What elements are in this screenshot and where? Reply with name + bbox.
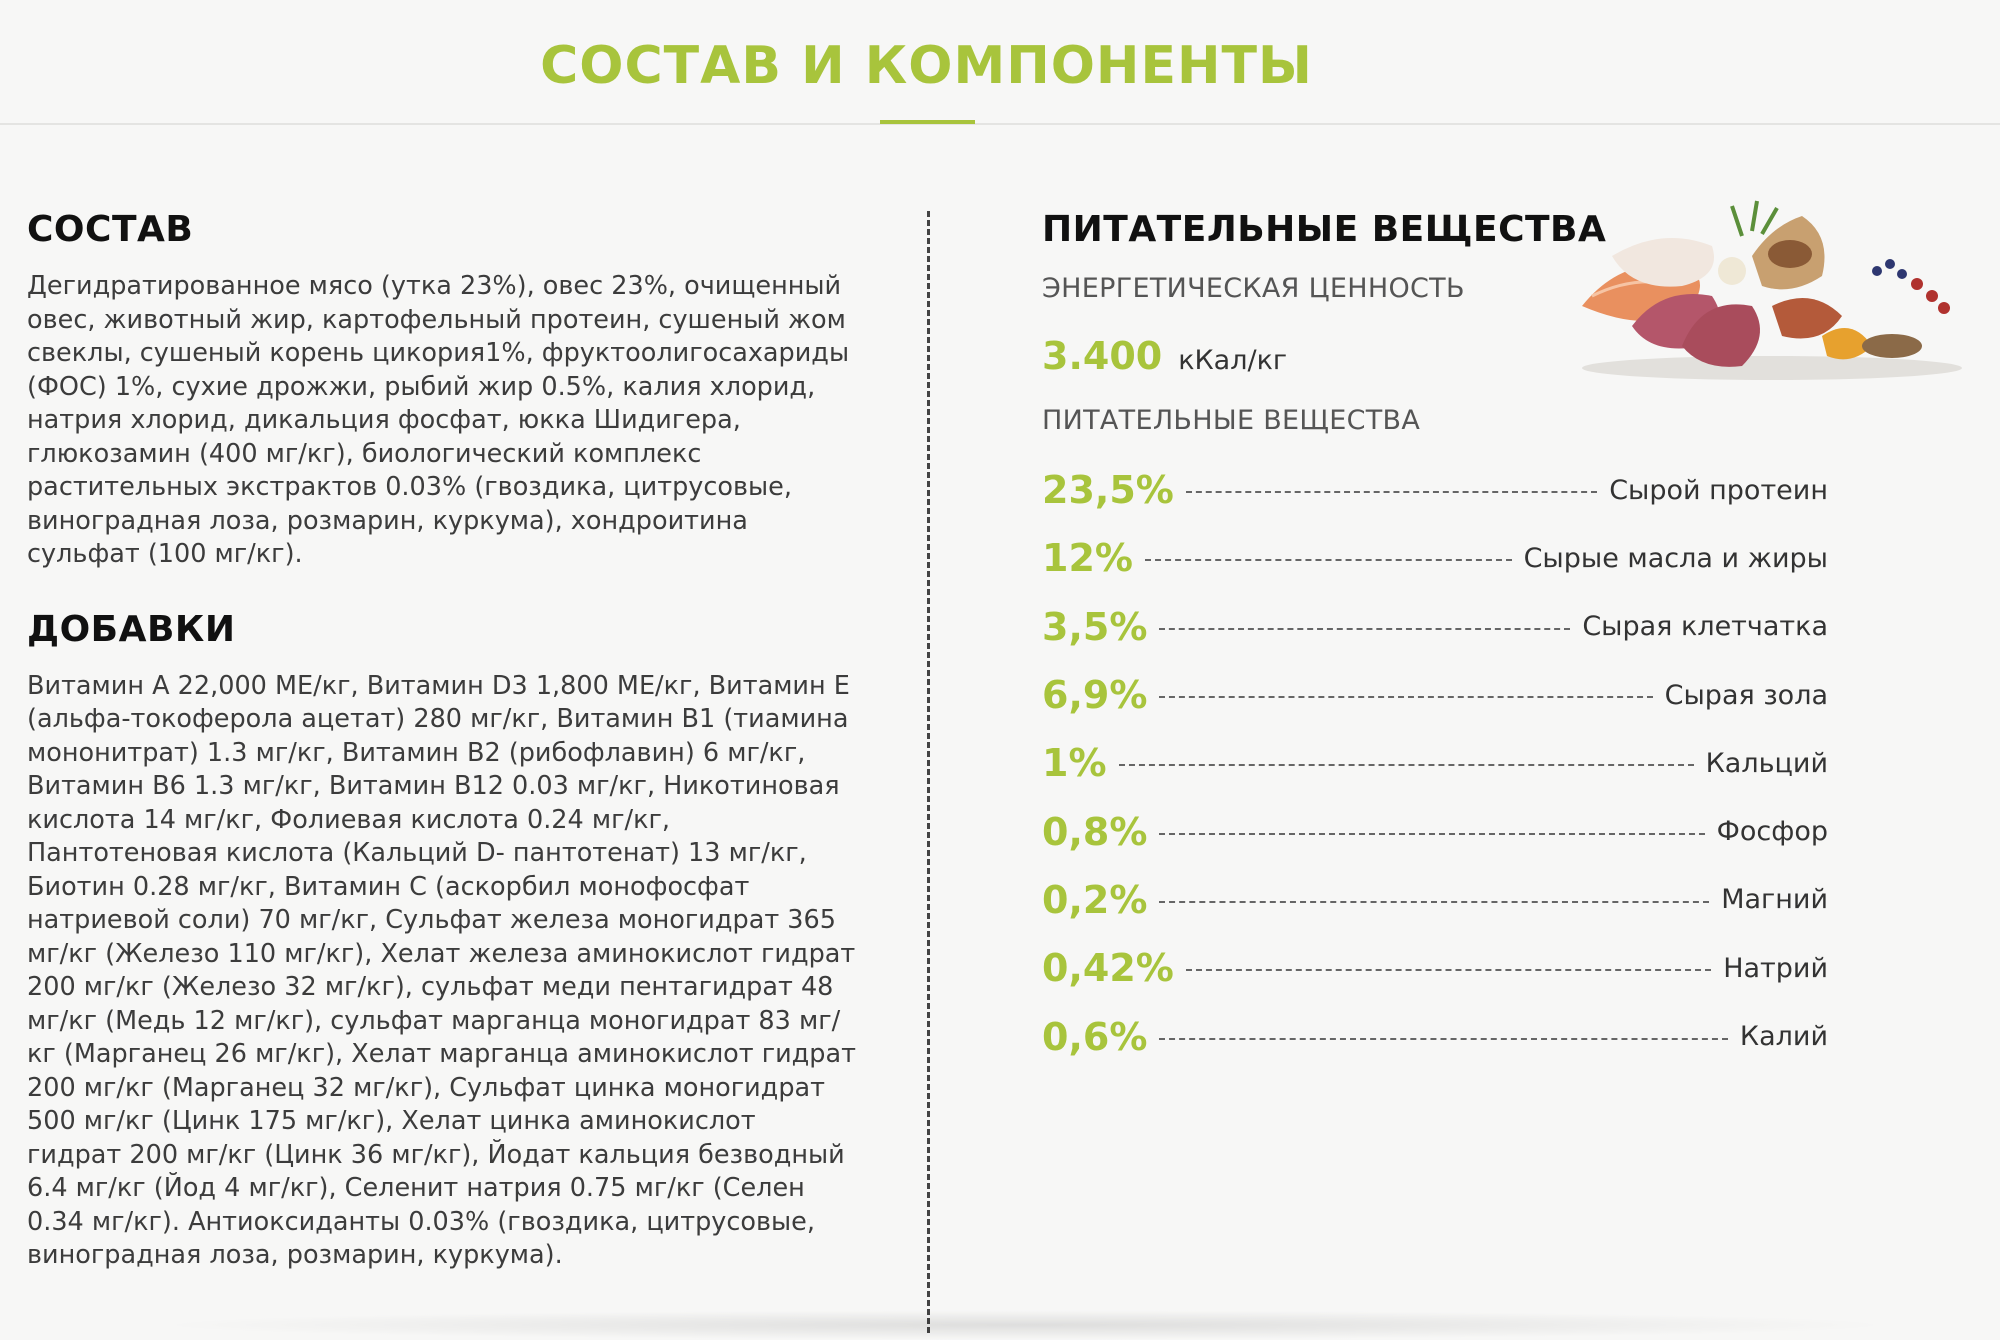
- nutrient-value: 1%: [1042, 741, 1107, 786]
- grain-heap: [1768, 240, 1812, 268]
- nutrient-label: Магний: [1721, 884, 1828, 916]
- nutrients-label: ПИТАТЕЛЬНЫЕ ВЕЩЕСТВА: [1042, 405, 1421, 436]
- nutrient-list: [1042, 456, 1832, 1071]
- turnip: [1718, 257, 1746, 285]
- nutrient-label: Фосфор: [1716, 816, 1828, 848]
- nutrient-row: [1042, 934, 1828, 1002]
- nutrient-row: [1042, 797, 1828, 865]
- column-divider: [927, 211, 930, 1333]
- nutrient-value: 3,5%: [1042, 604, 1148, 649]
- dotted-leader: [1145, 559, 1512, 561]
- nutrient-value: 0,8%: [1042, 809, 1148, 854]
- nutrient-value: 6,9%: [1042, 673, 1148, 718]
- herbs: [1732, 201, 1777, 236]
- dotted-leader: [1159, 628, 1570, 630]
- cranberry: [1911, 278, 1923, 290]
- dotted-leader: [1159, 833, 1704, 835]
- cranberry: [1926, 290, 1938, 302]
- title-underline: [880, 120, 975, 124]
- nutrient-row: [1042, 866, 1828, 934]
- cranberry: [1938, 302, 1950, 314]
- bottom-shadow: [150, 1310, 1900, 1340]
- nutrient-label: Сырой протеин: [1609, 474, 1828, 506]
- nutrient-label: Калий: [1739, 1021, 1828, 1053]
- energy-label: ЭНЕРГЕТИЧЕСКАЯ ЦЕННОСТЬ: [1042, 273, 1465, 304]
- nutrient-value: 0,2%: [1042, 877, 1148, 922]
- seed-pile: [1862, 334, 1922, 358]
- additives-heading: ДОБАВКИ: [27, 608, 236, 650]
- composition-heading: СОСТАВ: [27, 209, 194, 250]
- nutrient-value: 0,42%: [1042, 946, 1174, 991]
- dotted-leader: [1159, 901, 1709, 903]
- additives-text: Витамин А 22,000 МЕ/кг, Витамин D3 1,800 МЕ/кг, Витамин Е (альфа-токоферола ацетат) 280 мг/кг, Витамин В1 (тиамина мононитрат) 1.3 мг/кг, Витамин В2 (рибофлавин) 6 мг/кг, Витамин В6 1.3 мг/кг, Витамин В12 0.03 мг/кг, Никотиновая кислота 14 мг/кг, Фолиевая кислота 0.24 мг/кг, Пантотеновая кислота (Кальций D- пантотенат) 13 мг/кг, Биотин 0.28 мг/кг, Витамин С (аскорбил монофосфат натриевой соли) 70 мг/кг, Сульфат железа моногидрат 365 мг/кг (Железо 110 мг/кг), Хелат железа аминокислот гидрат 200 мг/кг (Железо 32 мг/кг), сульфат меди пентагидрат 48 мг/кг (Медь 12 мг/кг), сульфат марганца моногидрат 83 мг/кг (Марганец 26 мг/кг), Хелат марганца аминокислот гидрат 200 мг/кг (Марганец 32 мг/кг), Сульфат цинка моногидрат 500 мг/кг (Цинк 175 мг/кг), Хелат цинка аминокислот гидрат 200 мг/кг (Цинк 36 мг/кг), Йодат кальция безводный 6.4 мг/кг (Йод 4 мг/кг), Селенит натрия 0.75 мг/кг (Селен 0.34 мг/кг). Антиоксиданты 0.03% (гвоздика, цитрусовые, виноградная лоза, розмарин, куркума).: [27, 670, 856, 1270]
- nutrient-label: Сырая клетчатка: [1582, 611, 1828, 643]
- nutrition-heading: ПИТАТЕЛЬНЫЕ ВЕЩЕСТВА: [1042, 209, 1607, 250]
- nutrient-row: [1042, 524, 1828, 592]
- nutrient-value: 23,5%: [1042, 468, 1174, 513]
- nutrient-label: Сырая зола: [1664, 679, 1828, 711]
- energy-value: 3.400: [1042, 334, 1163, 378]
- dotted-leader: [1159, 696, 1652, 698]
- nutrient-label: Кальций: [1705, 747, 1828, 779]
- blueberry: [1897, 269, 1907, 279]
- nutrient-row: [1042, 456, 1828, 524]
- dotted-leader: [1159, 1038, 1728, 1040]
- page-title: СОСТАВ И КОМПОНЕНТЫ: [540, 36, 1313, 96]
- page-header: [0, 0, 2000, 125]
- nutrient-row: [1042, 593, 1828, 661]
- nutrient-value: 0,6%: [1042, 1014, 1148, 1059]
- composition-text: Дегидратированное мясо (утка 23%), овес 23%, очищенный овес, животный жир, картофельный протеин, сушеный жом свеклы, сушеный корень цикория1%, фруктоолигосахариды (ФОС) 1%, сухие дрожжи, рыбий жир 0.5%, калия хлорид, натрия хлорид, дикальция фосфат, юкка Шидигера, глюкозамин (400 мг/кг), биологический комплекс растительных экстрактов 0.03% (гвоздика, цитрусовые, виноградная лоза, розмарин, куркума), хондроитина сульфат (100 мг/кг).: [27, 271, 850, 569]
- blueberry: [1885, 259, 1895, 269]
- nutrient-row: [1042, 729, 1828, 797]
- composition-column: [27, 200, 857, 1273]
- blueberry: [1872, 266, 1882, 276]
- nutrient-label: Сырые масла и жиры: [1523, 542, 1828, 574]
- dotted-leader: [1186, 491, 1597, 493]
- nutrient-row: [1042, 661, 1828, 729]
- dotted-leader: [1186, 969, 1711, 971]
- dotted-leader: [1119, 764, 1694, 766]
- food-shadow: [1582, 356, 1962, 380]
- nutrient-value: 12%: [1042, 536, 1133, 581]
- food-ingredients-image: [1572, 196, 1972, 386]
- nutrient-row: [1042, 1002, 1828, 1070]
- energy-unit: кКал/кг: [1178, 345, 1288, 376]
- nutrient-label: Натрий: [1723, 952, 1828, 984]
